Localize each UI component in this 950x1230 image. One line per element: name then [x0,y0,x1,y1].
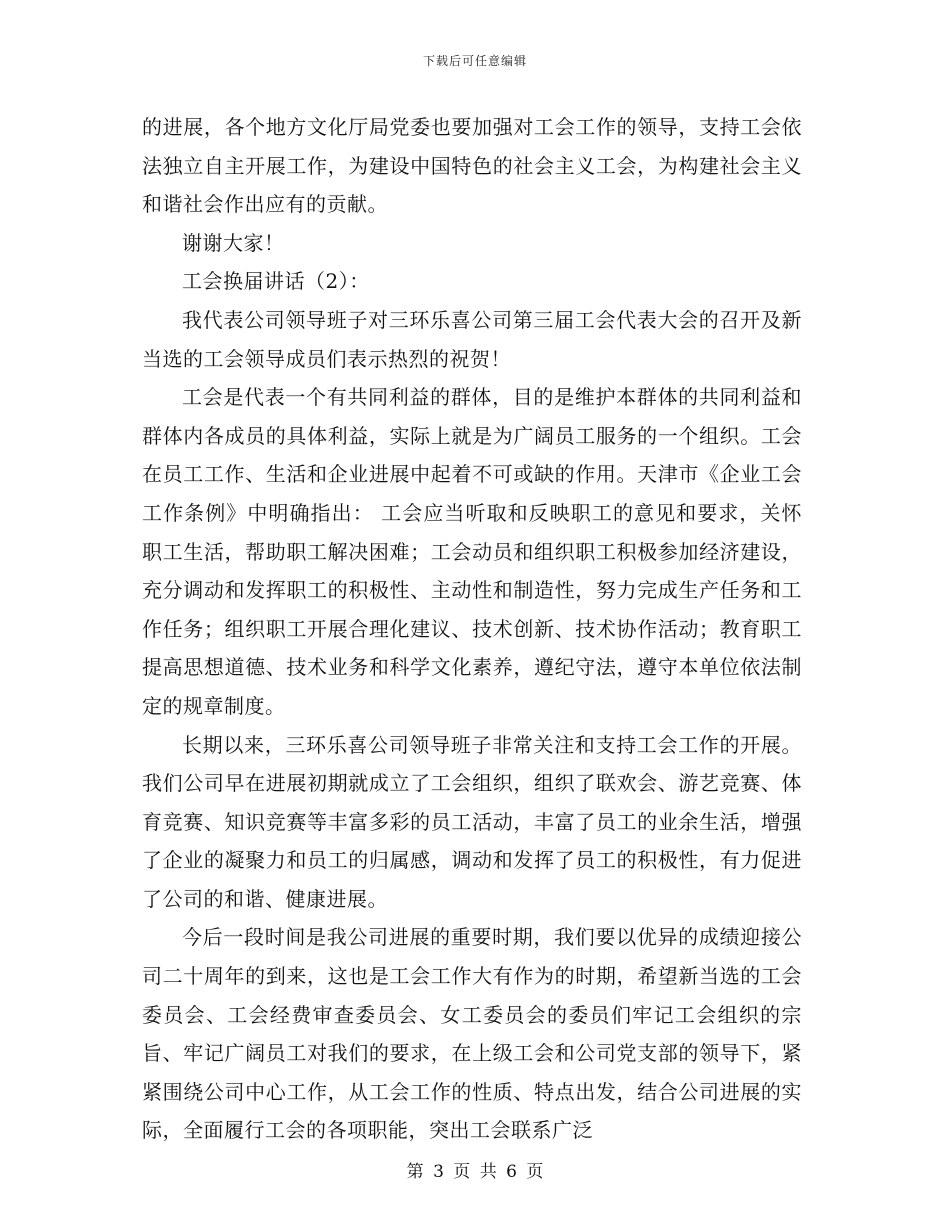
paragraph: 今后一段时间是我公司进展的重要时期，我们要以优异的成绩迎接公司二十周年的到来，这也是工会工作大有作为的时期，希望新当选的工会委员会、工会经费审查委员会、女工委员会的委员们牢记工会组织的宗旨、牢记广阔员工对我们的要求，在上级工会和公司党支部的领导下，紧紧围绕公司中心工作，从工会工作的性质、特点出发，结合公司进展的实际，全面履行工会的各项职能，突出工会联系广泛 [142,925,802,1143]
paragraph: 工会是代表一个有共同利益的群体，目的是维护本群体的共同利益和群体内各成员的具体利益，实际上就是为广阔员工服务的一个组织。工会在员工工作、生活和企业进展中起着不可或缺的作用。天津市《企业工会工作条例》中明确指出： 工会应当听取和反映职工的意见和要求，关怀职工生活，帮助职工解决困难；工会动员和组织职工积极参加经济建设，充分调动和发挥职工的积极性、主动性和制造性，努力完成生产任务和工作任务；组织职工开展合理化建议、技术创新、技术协作活动；教育职工提高思想道德、技术业务和科学文化素养，遵纪守法，遵守本单位依法制定的规章制度。 [142,385,802,718]
paragraph: 我代表公司领导班子对三环乐喜公司第三届工会代表大会的召开及新当选的工会领导成员们表示热烈的祝贺！ [142,307,802,371]
page-header: 下载后可任意编辑 [422,54,527,68]
paragraph: 的进展，各个地方文化厅局党委也要加强对工会工作的领导，支持工会依法独立自主开展工作，为建设中国特色的社会主义工会，为构建社会主义和谐社会作出应有的贡献。 [142,115,802,217]
page-number-footer: 第 3 页 共 6 页 [406,1162,544,1182]
paragraph: 工会换届讲话（2）： [182,269,370,294]
paragraph: 谢谢大家！ [182,230,285,255]
document-body [142,108,802,1150]
paragraph: 长期以来，三环乐喜公司领导班子非常关注和支持工会工作的开展。我们公司早在进展初期就成立了工会组织，组织了联欢会、游艺竞赛、体育竞赛、知识竞赛等丰富多彩的员工活动，丰富了员工的业余生活，增强了企业的凝聚力和员工的归属感，调动和发挥了员工的积极性，有力促进了公司的和谐、健康进展。 [142,732,802,911]
